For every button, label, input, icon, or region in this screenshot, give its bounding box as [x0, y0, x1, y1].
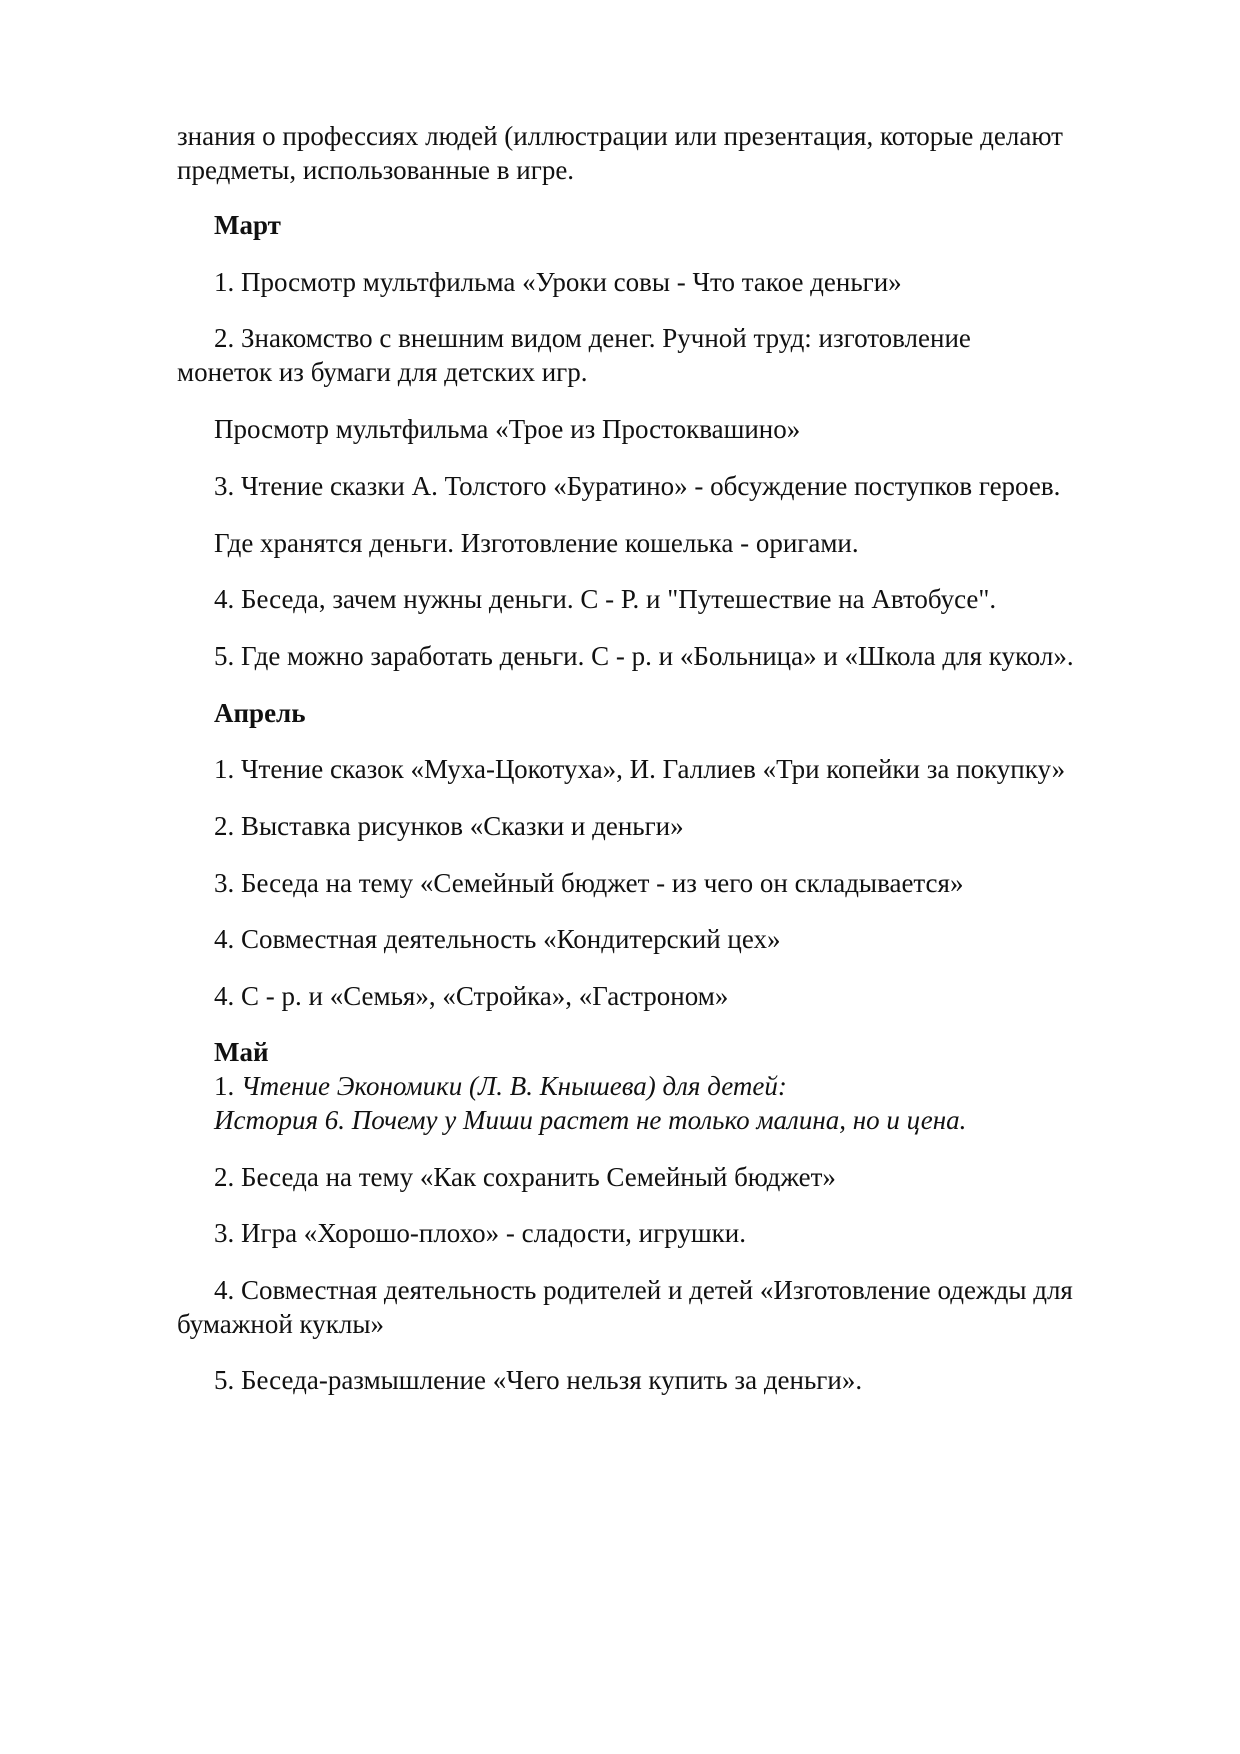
march-item-2-extra: Просмотр мультфильма «Трое из Простоквашино»: [214, 414, 801, 444]
march-item-3-extra: Где хранятся деньги. Изготовление кошелька - оригами.: [214, 528, 859, 558]
may-item-2: 2. Беседа на тему «Как сохранить Семейный бюджет»: [214, 1162, 836, 1192]
april-item-4: 4. Совместная деятельность «Кондитерский цех»: [214, 924, 781, 954]
march-item-1: 1. Просмотр мультфильма «Уроки совы - Что такое деньги»: [214, 267, 902, 297]
may-item-1-line-2: История 6. Почему у Миши растет не только малина, но и цена.: [214, 1105, 967, 1135]
april-item-1: 1. Чтение сказок «Муха-Цокотуха», И. Галлиев «Три копейки за покупку»: [214, 754, 1066, 784]
march-item-5: 5. Где можно заработать деньги. С - р. и «Больница» и «Школа для кукол».: [214, 641, 1074, 671]
section-heading-may: Май: [214, 1037, 269, 1067]
intro-line-2: предметы, использованные в игре.: [177, 155, 575, 185]
may-item-1-line-1: [214, 1069, 787, 1103]
may-item-5: 5. Беседа-размышление «Чего нельзя купить за деньги».: [214, 1365, 863, 1395]
may-item-4-line-2: бумажной куклы»: [177, 1309, 385, 1339]
march-item-2-line-2: монеток из бумаги для детских игр.: [177, 357, 588, 387]
april-item-5: 4. С - р. и «Семья», «Стройка», «Гастроном»: [214, 981, 729, 1011]
may-item-1-number: 1.: [214, 1071, 241, 1101]
march-item-4: 4. Беседа, зачем нужны деньги. С - Р. и "Путешествие на Автобусе".: [214, 584, 997, 614]
intro-line-1: знания о профессиях людей (иллюстрации или презентация, которые делают: [177, 121, 1063, 151]
may-item-1-title: Чтение Экономики (Л. В. Кнышева) для детей:: [241, 1071, 787, 1101]
section-heading-april: Апрель: [214, 698, 306, 728]
section-heading-march: Март: [214, 210, 281, 240]
march-item-2-line-1: 2. Знакомство с внешним видом денег. Ручной труд: изготовление: [214, 323, 971, 353]
may-item-3: 3. Игра «Хорошо-плохо» - сладости, игрушки.: [214, 1218, 746, 1248]
march-item-3: 3. Чтение сказки А. Толстого «Буратино» - обсуждение поступков героев.: [214, 471, 1061, 501]
april-item-2: 2. Выставка рисунков «Сказки и деньги»: [214, 811, 684, 841]
may-item-4-line-1: 4. Совместная деятельность родителей и детей «Изготовление одежды для: [214, 1275, 1073, 1305]
april-item-3: 3. Беседа на тему «Семейный бюджет - из чего он складывается»: [214, 868, 964, 898]
